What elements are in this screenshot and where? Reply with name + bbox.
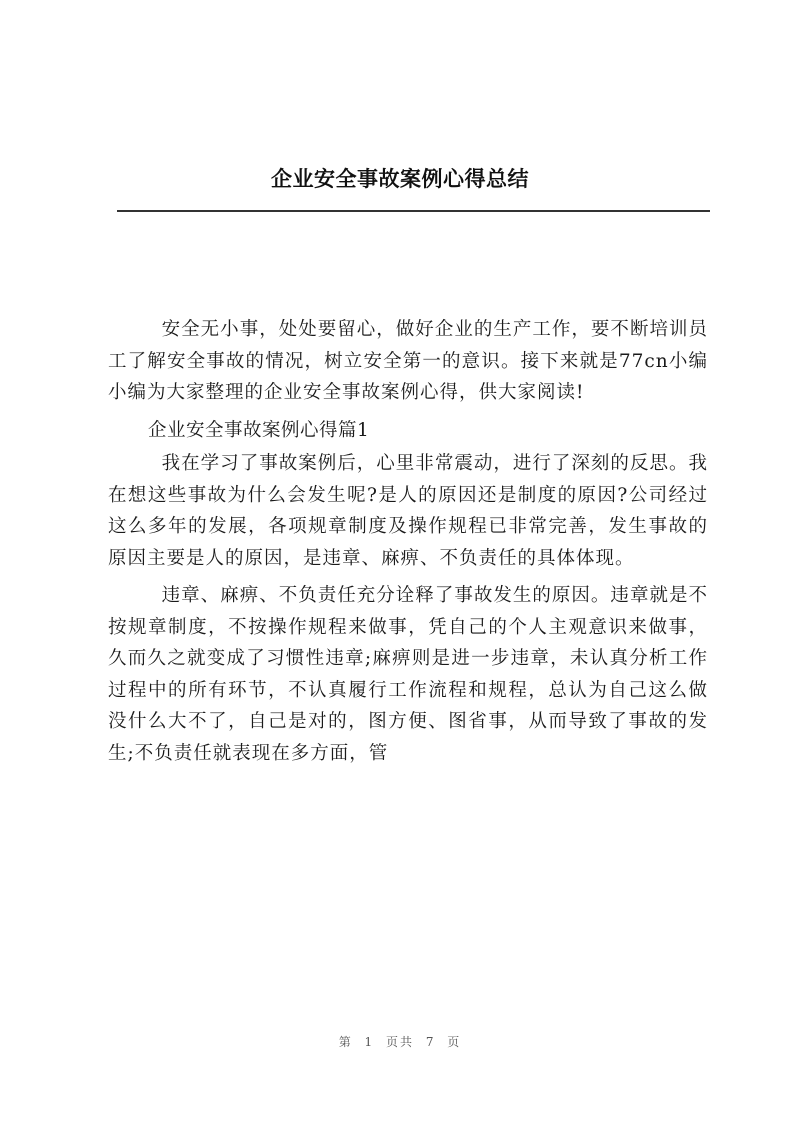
section-heading: 企业安全事故案例心得篇1 [148,419,370,441]
body-paragraph: 我在学习了事故案例后，心里非常震动，进行了深刻的反思。我在想这些事故为什么会发生呢?是人的原因还是制度的原因?公司经过这么多年的发展，各项规章制度及操作规程已非常完善，发生事故的原因主要是人的原因，是违章、麻痹、不负责任的具体体现。 [108,453,708,569]
intro-paragraph: 安全无小事，处处要留心，做好企业的生产工作，要不断培训员工了解安全事故的情况，树立安全第一的意识。接下来就是77cn小编小编为大家整理的企业安全事故案例心得，供大家阅读! [108,319,708,403]
body-paragraph: 违章、麻痹、不负责任充分诠释了事故发生的原因。违章就是不按规章制度，不按操作规程来做事，凭自己的个人主观意识来做事，久而久之就变成了习惯性违章;麻痹则是进一步违章，未认真分析工作过程中的所有环节，不认真履行工作流程和规程，总认为自己这么做没什么大不了，自己是对的，图方便、图省事，从而导致了事故的发生;不负责任就表现在多方面，管 [108,585,708,764]
document-title: 企业安全事故案例心得总结 [271,166,529,191]
document-body [108,314,708,769]
title-underline [117,210,710,212]
page-number: 第 1 页共 7 页 [338,1035,462,1049]
